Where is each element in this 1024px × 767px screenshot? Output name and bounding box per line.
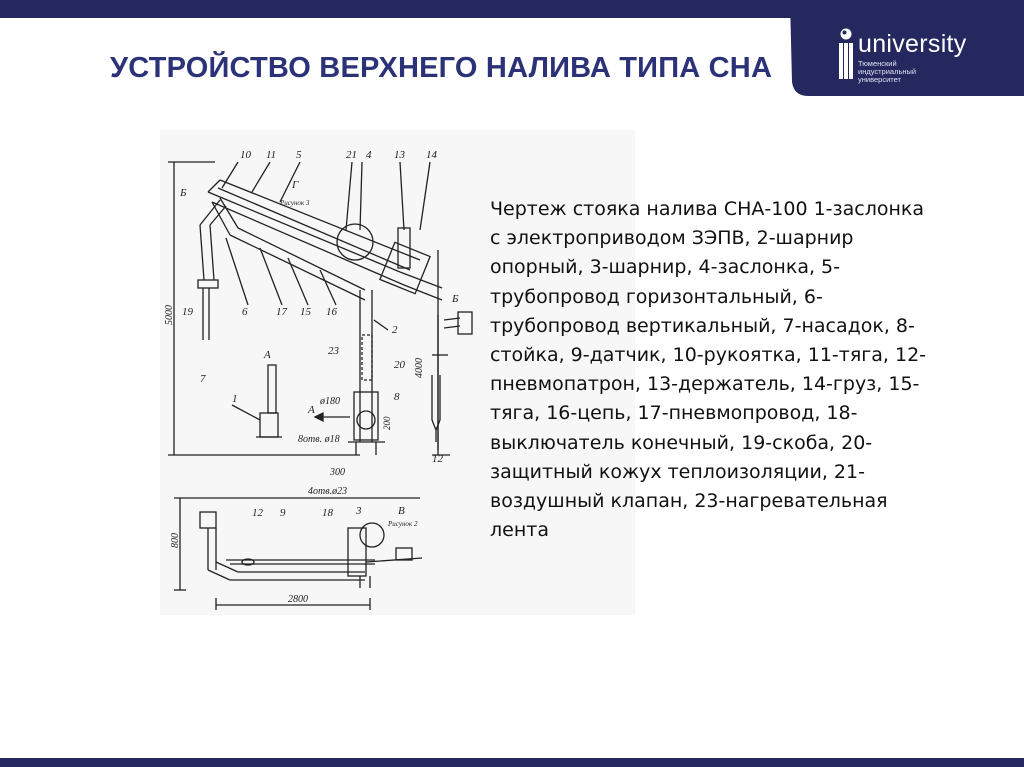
drawing-description: Чертеж стояка налива СНА-100 1-заслонка с электроприводом ЗЭПВ, 2-шарнир опорный, 3-шарнир, 4-заслонка, 5- трубопровод горизонтальный, 6- трубопровод вертикальный, 7-насадок, 8- стойка, 9-датчик, 10-рукоятка, 11-тяга, 12- пневмопатрон, 13-держатель, 14-груз, 15- тяга, 16-цепь, 17-пневмопровод, 18- выключатель конечный, 19-скоба, 20- защитный кожух теплоизоляции, 21- воздушный клапан, 23-нагревательная лента [490, 198, 927, 542]
drawing-label: 18 [322, 507, 333, 519]
drawing-label: 5 [296, 149, 302, 161]
drawing-label: 14 [426, 149, 437, 161]
logo-sub-line: университет [858, 75, 901, 84]
drawing-label: Б [452, 293, 459, 305]
drawing-label: Рисунок 3 [280, 199, 310, 207]
drawing-label: 9 [280, 507, 286, 519]
drawing-label: 11 [266, 149, 277, 161]
drawing-label: 6 [242, 306, 248, 318]
logo-sub-line: Тюменский [858, 59, 897, 68]
drawing-label: 200 [382, 416, 392, 430]
drawing-label: 1 [232, 393, 238, 405]
drawing-label: 20 [394, 359, 405, 371]
drawing-label: А [308, 404, 315, 416]
drawing-label: 12 [252, 507, 263, 519]
drawing-label: 21 [346, 149, 357, 161]
drawing-label: 10 [240, 149, 251, 161]
drawing-label: 7 [200, 373, 206, 385]
drawing-label: 19 [182, 306, 193, 318]
drawing-label: 17 [276, 306, 287, 318]
bottom-band [0, 758, 1024, 767]
drawing-label: 300 [330, 467, 345, 478]
drawing-label: ø180 [320, 396, 340, 407]
drawing-label: 16 [326, 306, 337, 318]
drawing-label: 800 [170, 533, 181, 548]
drawing-label: 3 [356, 505, 362, 517]
university-logo-icon [838, 28, 854, 80]
logo-sub-line: индустриальный [858, 67, 917, 76]
drawing-label: Б [180, 187, 187, 199]
university-logo-word: university [858, 30, 967, 58]
drawing-label: 8 [394, 391, 400, 403]
drawing-label: 23 [328, 345, 339, 357]
drawing-label: А [264, 349, 271, 361]
drawing-label: 13 [394, 149, 405, 161]
slide-title: УСТРОЙСТВО ВЕРХНЕГО НАЛИВА ТИПА СНА [110, 52, 773, 84]
drawing-label: Г [292, 179, 299, 191]
drawing-label: 12 [432, 453, 443, 465]
drawing-label: 4отв.ø23 [308, 486, 348, 497]
university-logo [838, 20, 1018, 90]
drawing-label: Рисунок 2 [388, 520, 418, 528]
university-logo-subtitle [858, 60, 978, 84]
drawing-label: 2800 [288, 594, 308, 605]
drawing-label: 8отв. ø18 [298, 434, 340, 445]
drawing-label: 15 [300, 306, 311, 318]
drawing-label: 4 [366, 149, 372, 161]
drawing-label: 2 [392, 324, 398, 336]
drawing-label: В [398, 505, 405, 517]
drawing-label: 4000 [414, 358, 425, 378]
drawing-label: 5000 [164, 305, 175, 325]
